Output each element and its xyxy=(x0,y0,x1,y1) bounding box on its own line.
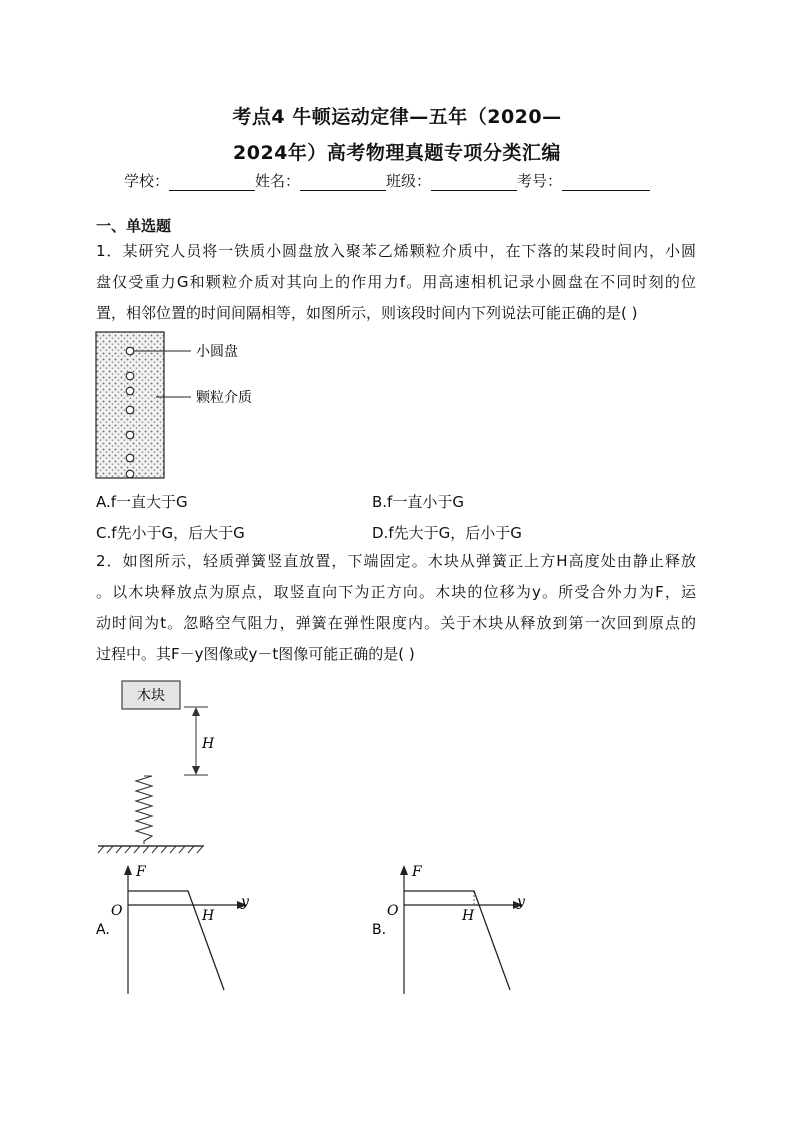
label-medium: 颗粒介质 xyxy=(196,390,252,406)
graph-a-option-label: A. xyxy=(96,922,110,938)
question-1-line: 1．某研究人员将一铁质小圆盘放入聚苯乙烯颗粒介质中，在下落的某段时间内，小圆 xyxy=(96,242,696,260)
question-2-line: 过程中。其F－y图像或y－t图像可能正确的是( ) xyxy=(96,645,415,663)
option-b[interactable]: B.f一直小于G xyxy=(372,493,464,511)
graph-a-f-label: F xyxy=(136,864,146,880)
page-title-line1: 考点4 牛顿运动定律—五年（2020— xyxy=(232,106,562,128)
graph-b-option-label: B. xyxy=(372,922,387,938)
exam-no-blank[interactable] xyxy=(562,176,650,191)
question-2-line: 2．如图所示，轻质弹簧竖直放置，下端固定。木块从弹簧正上方H高度处由静止释放 xyxy=(96,552,696,570)
option-c[interactable]: C.f先小于G，后大于G xyxy=(96,524,245,542)
graph-a-h-label: H xyxy=(202,908,215,924)
disk-position xyxy=(126,470,134,478)
question-1-line: 置，相邻位置的时间间隔相等，如图所示，则该段时间内下列说法可能正确的是( ) xyxy=(96,304,638,322)
school-label: 学校： xyxy=(124,172,170,190)
disk-position xyxy=(126,454,134,462)
class-label: 班级： xyxy=(386,172,432,190)
graph-b[interactable] xyxy=(368,858,538,1000)
graph-a-origin-label: O xyxy=(111,903,123,919)
graph-a-y-label: y xyxy=(241,894,249,910)
height-arrow-down-icon xyxy=(192,766,200,775)
graph-a[interactable] xyxy=(92,858,262,1000)
class-blank[interactable] xyxy=(431,176,517,191)
disk-position xyxy=(126,431,134,439)
question-1-figure xyxy=(90,328,280,484)
name-blank[interactable] xyxy=(300,176,386,191)
exam-no-label: 考号： xyxy=(517,172,563,190)
question-1-line: 盘仅受重力G和颗粒介质对其向上的作用力f。用高速相机记录小圆盘在不同时刻的位 xyxy=(96,273,696,291)
ground-hatch xyxy=(98,846,203,853)
disk-position xyxy=(126,347,134,355)
option-d[interactable]: D.f先大于G，后小于G xyxy=(372,524,522,542)
question-2-figure xyxy=(92,676,222,856)
option-a[interactable]: A.f一直大于G xyxy=(96,493,188,511)
graph-a-f-arrow-icon xyxy=(124,865,132,875)
section-title: 一、单选题 xyxy=(96,217,172,235)
question-2-stem xyxy=(96,546,696,670)
height-label: H xyxy=(202,736,215,752)
height-arrow-up-icon xyxy=(192,707,200,716)
graph-b-curve xyxy=(404,891,510,990)
student-info-row xyxy=(124,170,650,191)
school-blank[interactable] xyxy=(169,176,255,191)
graph-b-f-arrow-icon xyxy=(400,865,408,875)
spring xyxy=(136,776,152,844)
disk-position xyxy=(126,406,134,414)
graph-b-origin-label: O xyxy=(387,903,399,919)
disk-position xyxy=(126,387,134,395)
label-disk: 小圆盘 xyxy=(196,344,238,360)
question-2-line: 动时间为t。忽略空气阻力，弹簧在弹性限度内。关于木块从释放到第一次回到原点的 xyxy=(96,614,696,632)
page-title-line2: 2024年）高考物理真题专项分类汇编 xyxy=(233,142,561,164)
graph-b-f-label: F xyxy=(412,864,422,880)
graph-a-curve xyxy=(128,891,224,990)
graph-b-y-label: y xyxy=(517,894,525,910)
disk-position xyxy=(126,372,134,380)
question-2-line: 。以木块释放点为原点，取竖直向下为正方向。木块的位移为y。所受合外力为F，运 xyxy=(96,583,696,601)
question-1-stem xyxy=(96,236,696,329)
wood-block-label: 木块 xyxy=(137,688,165,704)
graph-b-h-label: H xyxy=(462,908,475,924)
name-label: 姓名： xyxy=(255,172,301,190)
